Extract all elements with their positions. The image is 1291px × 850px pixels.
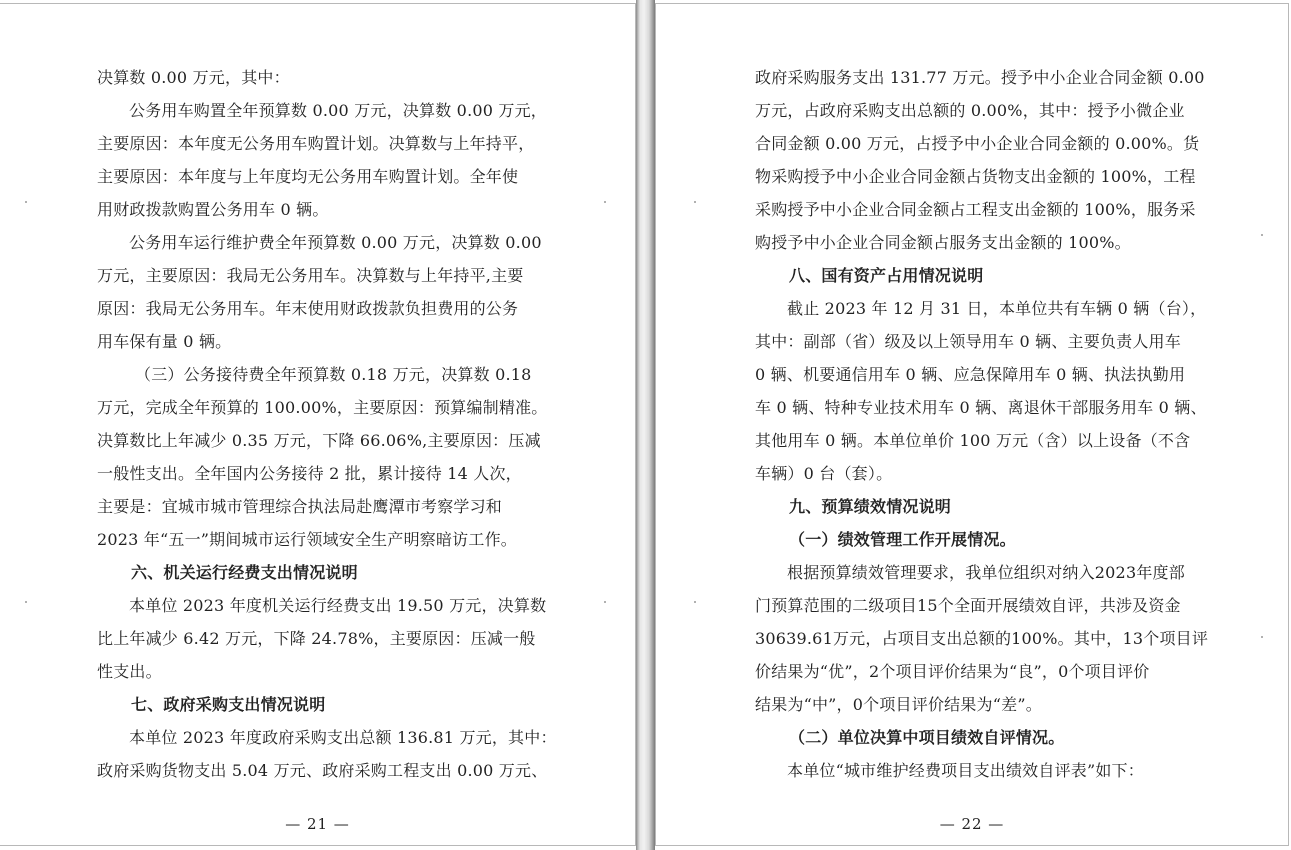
scan-speck xyxy=(1261,636,1263,638)
text-line: 政府采购货物支出 5.04 万元、政府采购工程支出 0.00 万元、 xyxy=(97,761,548,780)
section-heading: 七、政府采购支出情况说明 xyxy=(131,695,326,714)
section-heading: （一）绩效管理工作开展情况。 xyxy=(789,530,1016,549)
text-line: 30639.61万元，占项目支出总额的100%。其中，13个项目评 xyxy=(755,629,1209,648)
text-line: 其他用车 0 辆。本单位单价 100 万元（含）以上设备（不含 xyxy=(755,431,1191,450)
text-line: 一般性支出。全年国内公务接待 2 批，累计接待 14 人次， xyxy=(97,464,522,483)
scan-speck xyxy=(604,601,606,603)
text-line: 决算数 0.00 万元，其中： xyxy=(97,68,290,87)
text-line: （三）公务接待费全年预算数 0.18 万元，决算数 0.18 xyxy=(135,365,532,384)
text-line: 购授予中小企业合同金额占服务支出金额的 100%。 xyxy=(755,233,1131,252)
text-line: 万元，主要原因：我局无公务用车。决算数与上年持平,主要 xyxy=(97,266,524,285)
text-line: 政府采购服务支出 131.77 万元。授予中小企业合同金额 0.00 xyxy=(755,68,1205,87)
page-number-right: — 22 — xyxy=(939,815,1005,833)
text-line: 公务用车运行维护费全年预算数 0.00 万元，决算数 0.00 xyxy=(129,233,542,252)
scan-speck xyxy=(25,201,27,203)
scan-speck xyxy=(1261,234,1263,236)
section-heading: 八、国有资产占用情况说明 xyxy=(789,266,984,285)
text-line: 用财政拨款购置公务用车 0 辆。 xyxy=(97,200,329,219)
right-page xyxy=(655,3,1289,846)
text-line: 主要是：宜城市城市管理综合执法局赴鹰潭市考察学习和 xyxy=(97,497,503,516)
text-line: 截止 2023 年 12 月 31 日，本单位共有车辆 0 辆（台）， xyxy=(787,299,1207,318)
section-heading: （二）单位决算中项目绩效自评情况。 xyxy=(789,728,1065,747)
scan-speck xyxy=(604,201,606,203)
text-line: 2023 年“五一”期间城市运行领域安全生产明察暗访工作。 xyxy=(97,530,517,549)
text-line: 门预算范围的二级项目15个全面开展绩效自评，共涉及资金 xyxy=(755,596,1181,615)
text-line: 万元，占政府采购支出总额的 0.00%，其中：授予小微企业 xyxy=(755,101,1185,120)
scan-speck xyxy=(694,601,696,603)
text-line: 用车保有量 0 辆。 xyxy=(97,332,232,351)
text-line: 0 辆、机要通信用车 0 辆、应急保障用车 0 辆、执法执勤用 xyxy=(755,365,1186,384)
text-line: 主要原因：本年度与上年度均无公务用车购置计划。全年使 xyxy=(97,167,519,186)
right-page-body xyxy=(755,61,1209,787)
scan-speck xyxy=(25,601,27,603)
text-line: 本单位“城市维护经费项目支出绩效自评表”如下： xyxy=(787,761,1144,780)
text-line: 决算数比上年减少 0.35 万元，下降 66.06%,主要原因：压减 xyxy=(97,431,541,450)
text-line: 主要原因：本年度无公务用车购置计划。决算数与上年持平， xyxy=(97,134,535,153)
text-line: 比上年减少 6.42 万元，下降 24.78%，主要原因：压减一般 xyxy=(97,629,536,648)
text-line: 根据预算绩效管理要求，我单位组织对纳入2023年度部 xyxy=(787,563,1185,582)
text-line: 万元，完成全年预算的 100.00%，主要原因：预算编制精准。 xyxy=(97,398,548,417)
text-line: 公务用车购置全年预算数 0.00 万元，决算数 0.00 万元， xyxy=(129,101,547,120)
left-page-body xyxy=(97,61,557,787)
scan-speck xyxy=(694,201,696,203)
text-line: 采购授予中小企业合同金额占工程支出金额的 100%，服务采 xyxy=(755,200,1196,219)
text-line: 本单位 2023 年度政府采购支出总额 136.81 万元，其中： xyxy=(129,728,557,747)
section-heading: 六、机关运行经费支出情况说明 xyxy=(131,563,358,582)
text-line: 其中：副部（省）级及以上领导用车 0 辆、主要负责人用车 xyxy=(755,332,1181,351)
text-line: 合同金额 0.00 万元，占授予中小企业合同金额的 0.00%。货 xyxy=(755,134,1200,153)
text-line: 车辆）0 台（套）。 xyxy=(755,464,893,483)
text-line: 车 0 辆、特种专业技术用车 0 辆、离退休干部服务用车 0 辆、 xyxy=(755,398,1207,417)
page-number-left: — 21 — xyxy=(285,815,350,833)
text-line: 物采购授予中小企业合同金额占货物支出金额的 100%，工程 xyxy=(755,167,1196,186)
left-page xyxy=(0,3,636,846)
section-heading: 九、预算绩效情况说明 xyxy=(789,497,952,516)
text-line: 性支出。 xyxy=(97,662,162,681)
text-line: 原因：我局无公务用车。年末使用财政拨款负担费用的公务 xyxy=(97,299,519,318)
book-gutter xyxy=(636,0,655,850)
text-line: 结果为“中”，0个项目评价结果为“差”。 xyxy=(755,695,1042,714)
text-line: 价结果为“优”，2个项目评价结果为“良”，0个项目评价 xyxy=(755,662,1150,681)
text-line: 本单位 2023 年度机关运行经费支出 19.50 万元，决算数 xyxy=(129,596,547,615)
